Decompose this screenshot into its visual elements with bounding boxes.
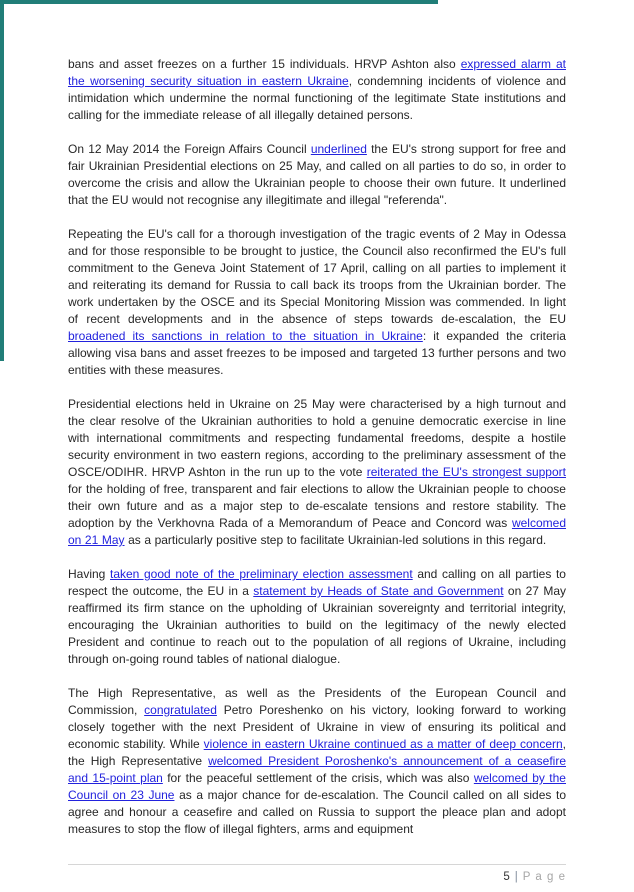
body-text: for the peaceful settlement of the crisis, which was also xyxy=(162,771,474,785)
hyperlink[interactable]: welcomed on 21 May xyxy=(68,516,566,547)
body-text: as a particularly positive step to facilitate Ukrainian-led solutions in this regard. xyxy=(124,533,547,547)
hyperlink[interactable]: welcomed by the Council on 23 June xyxy=(68,771,566,802)
hyperlink[interactable]: taken good note of the preliminary election assessment xyxy=(110,567,413,581)
body-text: Repeating the EU's call for a thorough investigation of the tragic events of 2 May in Odessa and for those responsible to be brought to justice, the Council also reconfirmed the EU's full commitment to the Geneva Joint Statement of 17 April, calling on all parties to implement it and reiterating its demand for Russia to call back its troops from the Ukrainian border. The work undertaken by the OSCE and its Special Monitoring Mission was commended. In light of recent developments and in the absence of steps towards de-escalation, the EU xyxy=(68,227,566,326)
paragraph xyxy=(68,566,566,668)
paragraph xyxy=(68,141,566,209)
body-text: The High Representative, as well as the Presidents of the European Council and Commission, xyxy=(68,686,566,717)
body-text: as a major chance for de-escalation. The Council called on all sides to agree and honour a ceasefire and called on Russia to support the pleace plan and adopt measures to stop the flow of illegal fighters, arms and equipment xyxy=(68,788,566,836)
page-border-left xyxy=(0,0,4,361)
body-text: , the High Representative xyxy=(68,737,567,768)
hyperlink[interactable]: broadened its sanctions in relation to the situation in Ukraine xyxy=(68,329,423,343)
page-footer xyxy=(68,864,566,885)
paragraph xyxy=(68,396,566,549)
body-text: Having xyxy=(68,567,110,581)
hyperlink[interactable]: expressed alarm at the worsening security situation in eastern Ukraine xyxy=(68,57,566,88)
hyperlink[interactable]: welcomed President Poroshenko's announcement of a ceasefire and 15-point plan xyxy=(68,754,566,785)
document-body xyxy=(68,56,566,855)
paragraph xyxy=(68,226,566,379)
paragraph xyxy=(68,56,566,124)
page-number: 5 xyxy=(503,871,510,883)
hyperlink[interactable]: underlined xyxy=(310,142,367,156)
body-text: bans and asset freezes on a further 15 individuals. HRVP Ashton also xyxy=(68,57,461,71)
body-text: , condemning incidents of violence and intimidation which undermine the normal functioning of the legitimate State institutions and calling for the immediate release of all illegally detained persons. xyxy=(68,74,566,122)
body-text: : it expanded the criteria allowing visa bans and asset freezes to be imposed and targeted 13 further persons and two entities with these measures. xyxy=(68,329,566,377)
footer-separator: | xyxy=(514,871,518,883)
body-text: on 27 May reaffirmed its firm stance on the upholding of Ukrainian sovereignty and territorial integrity, encouraging the Ukrainian authorities to build on the legitimacy of the newly elected President and continue to reach out to the population of all regions of Ukraine, including through on-going round tables of national dialogue. xyxy=(68,584,567,666)
body-text: for the holding of free, transparent and fair elections to allow the Ukrainian people to choose their own future and as a major step to de-escalate tensions and restore stability. The adoption by the Verkhovna Rada of a Memorandum of Peace and Concord was xyxy=(68,482,566,530)
body-text: Presidential elections held in Ukraine on 25 May were characterised by a high turnout and the clear resolve of the Ukrainian authorities to hold a genuine democratic exercise in line with international commitments and respecting fundamental freedoms, despite a hostile security environment in two eastern regions, according to the preliminary assessment of the OSCE/ODIHR. HRVP Ashton in the run up to the vote xyxy=(68,397,566,479)
footer-page-label: P a g e xyxy=(522,871,566,883)
paragraph xyxy=(68,685,566,838)
hyperlink[interactable]: statement by Heads of State and Government xyxy=(253,584,504,598)
hyperlink[interactable]: congratulated xyxy=(144,703,217,717)
body-text: Petro Poreshenko on his victory, looking forward to working closely together with the next President of Ukraine in view of ensuring its political and economic stability. While xyxy=(68,703,567,751)
footer-text xyxy=(68,865,566,885)
page-border-top xyxy=(0,0,438,4)
hyperlink[interactable]: reiterated the EU's strongest support xyxy=(366,465,566,479)
body-text: the EU's strong support for free and fair Ukrainian Presidential elections on 25 May, and called on all parties to do so, in order to overcome the crisis and allow the Ukrainian people to choose their own future. It underlined that the EU would not recognise any illegitimate and illegal "referenda". xyxy=(68,142,566,207)
body-text: and calling on all parties to respect the outcome, the EU in a xyxy=(68,567,566,598)
body-text: On 12 May 2014 the Foreign Affairs Council xyxy=(68,142,311,156)
hyperlink[interactable]: violence in eastern Ukraine continued as a matter of deep concern xyxy=(203,737,563,751)
